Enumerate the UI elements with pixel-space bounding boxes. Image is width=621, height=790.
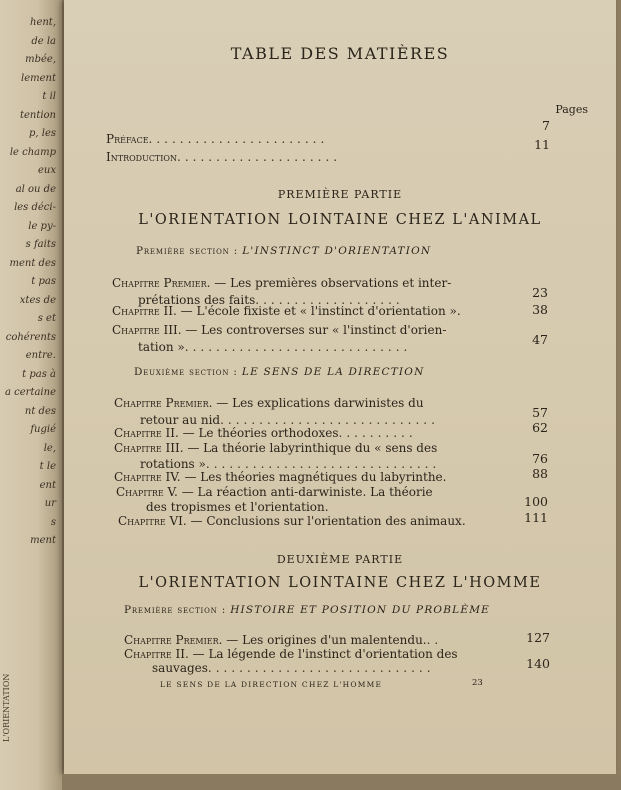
toc-entry	[114, 441, 437, 455]
chapter-title: — Les théories magnétiques du labyrinthe.	[184, 470, 447, 484]
left-page-fragment: p, les	[28, 128, 56, 139]
chapter-title: — Le théories orthodoxes	[182, 426, 339, 440]
left-page-fragment: s	[50, 516, 56, 528]
left-page-fragment: les déci-	[14, 202, 56, 213]
pages-column-label: Pages	[555, 103, 588, 116]
chapter-label: Chapitre III.	[114, 441, 184, 455]
page-number: 76	[532, 451, 548, 466]
toc-entry	[114, 470, 446, 484]
part-title: L'ORIENTATION LOINTAINE CHEZ L'ANIMAL	[138, 212, 542, 228]
left-page-fragment: tention	[19, 109, 56, 121]
page-number: 100	[524, 494, 548, 509]
section-prefix: Deuxième section :	[134, 366, 238, 378]
page-number: 11	[534, 137, 550, 152]
left-page-fragment: le champ	[9, 146, 56, 158]
left-page-fragment: entre.	[25, 350, 56, 361]
left-page-fragment: fugié	[30, 424, 56, 435]
chapter-title-cont: tation »	[138, 340, 185, 354]
chapter-title: — Les explications darwinistes du	[216, 396, 424, 410]
left-page-fragment: t pas à	[22, 368, 56, 380]
chapter-title: — Les controverses sur « l'instinct d'orien-	[185, 323, 447, 337]
page-number: 38	[532, 302, 548, 317]
entry-label: Introduction	[106, 150, 177, 164]
chapter-label: Chapitre II.	[114, 426, 179, 440]
toc-entry	[112, 323, 446, 337]
chapter-label: Chapitre II.	[124, 647, 189, 661]
toc-entry: Chapitre Premier. — Les origines d'un malentendu...	[124, 633, 443, 647]
left-page-fragment: t il	[42, 91, 56, 102]
chapter-title: — La légende de l'instinct d'orientation des	[192, 647, 458, 661]
page-number: 57	[532, 405, 548, 420]
chapter-label: Chapitre Premier.	[124, 633, 223, 647]
book-page	[64, 0, 616, 774]
left-page-fragment: eux	[38, 165, 56, 176]
chapter-label: Chapitre III.	[112, 323, 182, 337]
chapter-label: Chapitre IV.	[114, 470, 181, 484]
page-number: 47	[532, 332, 548, 347]
left-page-fragment: cohérents	[5, 331, 56, 343]
chapter-title: — Les premières observations et inter-	[214, 276, 452, 290]
left-page-fragment: le py-	[28, 220, 56, 232]
toc-entry-cont: prétations des faits...................	[138, 293, 404, 307]
left-page-edge	[0, 0, 62, 790]
toc-entry	[114, 396, 424, 410]
chapter-label: Chapitre Premier.	[114, 396, 213, 410]
page-number: 7	[542, 118, 550, 133]
toc-entry-preface: Préface.......................	[106, 132, 329, 146]
chapter-title-cont: sauvages	[152, 661, 208, 675]
section-name: LE SENS DE LA DIRECTION	[241, 366, 425, 378]
part-title: L'ORIENTATION LOINTAINE CHEZ L'HOMME	[138, 575, 542, 591]
toc-entry-cont: retour au nid............................	[140, 413, 439, 427]
toc-entry-cont: sauvages.............................	[152, 661, 435, 675]
left-page-fragment: de la	[31, 35, 56, 47]
left-page-fragment: a certaine	[5, 387, 56, 398]
part-label: DEUXIÈME PARTIE	[276, 553, 404, 566]
chapter-label: Chapitre II.	[112, 304, 177, 318]
left-page-fragment: al ou de	[15, 183, 56, 195]
chapter-title-cont: des tropismes et l'orientation.	[146, 500, 329, 514]
left-page-fragment: ment	[30, 535, 56, 546]
left-page-fragment: ment des	[9, 257, 56, 269]
left-page-bottom-text: L'ORIENTATION	[2, 673, 11, 742]
toc-entry-cont	[146, 500, 329, 514]
chapter-label: Chapitre Premier.	[112, 276, 211, 290]
chapter-title: — La théorie labyrinthique du « sens des	[187, 441, 438, 455]
left-page-fragment: ent	[39, 479, 56, 491]
chapter-title: — La réaction anti-darwiniste. La théorie	[181, 485, 433, 499]
toc-entry-cont: rotations »..............................	[140, 457, 441, 471]
left-page-fragment: s faits	[25, 239, 56, 250]
toc-entry	[116, 485, 433, 499]
toc-entry-cont: tation ».............................	[138, 340, 412, 354]
page-number: 127	[526, 630, 550, 645]
chapter-title: — L'école fixiste et « l'instinct d'orientation ».	[180, 304, 461, 318]
part-label: PREMIÈRE PARTIE	[277, 188, 403, 201]
left-page-fragment: ur	[44, 498, 56, 509]
left-page-fragment: s et	[37, 313, 56, 324]
page-number: 23	[532, 285, 548, 300]
left-page-text	[0, 14, 56, 551]
chapter-title-cont: rotations »	[140, 457, 206, 471]
left-page-fragment: lement	[21, 72, 56, 84]
left-page-fragment: t le	[39, 461, 56, 472]
left-page-fragment: le,	[43, 442, 56, 454]
toc-entry-introduction: Introduction.....................	[106, 150, 342, 164]
left-page-fragment: nt des	[24, 405, 56, 417]
section-heading	[136, 245, 431, 257]
left-page-fragment: mbée,	[25, 54, 56, 65]
toc-entry: Chapitre II. — Le théories orthodoxes..........	[114, 426, 417, 440]
chapter-label: Chapitre V.	[116, 485, 178, 499]
section-prefix: Première section :	[124, 604, 227, 616]
background-strip	[62, 774, 621, 790]
left-page-fragment: t pas	[31, 276, 56, 287]
toc-entry	[112, 276, 451, 290]
page-number: 140	[526, 656, 550, 671]
section-heading	[134, 366, 424, 378]
page-number: 88	[532, 466, 548, 481]
running-footer: LE SENS DE LA DIRECTION CHEZ L'HOMME	[160, 680, 383, 689]
section-prefix: Première section :	[136, 245, 239, 257]
entry-label: Préface	[106, 132, 149, 146]
section-heading	[124, 604, 490, 616]
section-name: HISTOIRE ET POSITION DU PROBLÈME	[230, 604, 491, 616]
toc-entry	[112, 304, 461, 318]
page-number: 62	[532, 420, 548, 435]
toc-entry	[124, 647, 458, 661]
left-page-fragment: hent,	[30, 17, 56, 28]
page-number: 111	[524, 510, 548, 525]
section-name: L'INSTINCT D'ORIENTATION	[242, 245, 432, 257]
signature-mark: 23	[472, 678, 483, 688]
chapter-label: Chapitre VI.	[118, 514, 187, 528]
page-title: TABLE DES MATIÈRES	[230, 44, 450, 63]
toc-entry	[118, 514, 466, 528]
chapter-title: — Conclusions sur l'orientation des animaux.	[190, 514, 466, 528]
chapter-title: — Les origines d'un malentendu.	[226, 633, 427, 647]
chapter-title-cont: retour au nid	[140, 413, 221, 427]
left-page-fragment: xtes de	[19, 294, 56, 306]
chapter-title-cont: prétations des faits	[138, 293, 256, 307]
